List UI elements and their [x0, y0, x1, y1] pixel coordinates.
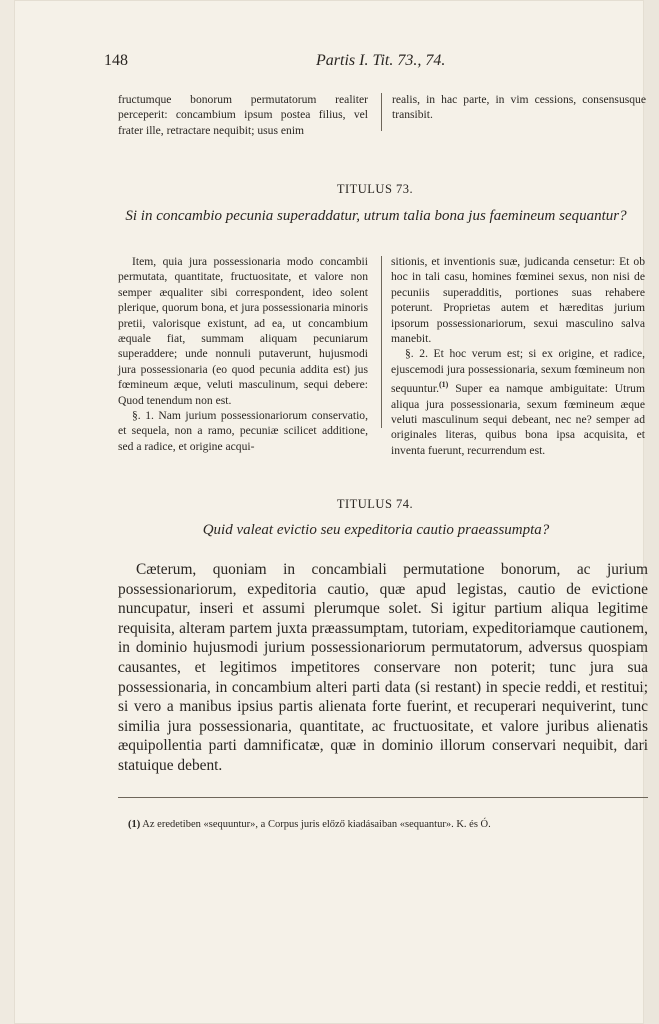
section-2-continuation: Super ea namque ambiguitate: Utrum aliqua jura possessionaria, sexum fœmineum æque veluti masculinum sequi debeant, nec ne? semper ad originales literas, quibus bona ipsa acquisita, et inventa fuerunt, recurrendum est.	[391, 382, 645, 457]
column-divider	[381, 256, 382, 428]
footnote-marker: (1)	[128, 819, 141, 830]
paragraph: Item, quia jura possessionaria modo concambii permutata, quantitate, fructuositate, et valore non semper æqualiter sibi correspondent, ideo solent plerique, quorum bona, et jura possessionaria minoris pretii, valorisque existunt, ad ea, ut concambium æquale fiat, summam aliquam pecuniarum superaddere; unde nonnuli putaverunt, hujusmodi jura possessionaria (eo quod pecunia addita est) jus fœmineum æque, veluti masculinum, sequi debere: Quod tenendum non est.	[118, 255, 368, 407]
continuation-left-column	[118, 92, 368, 138]
page	[14, 0, 644, 1024]
footnote	[128, 818, 648, 832]
titulus-73-left-column	[118, 254, 368, 454]
footnote-rule	[118, 797, 648, 798]
page-header	[104, 52, 528, 74]
page-number: 148	[104, 52, 128, 69]
section-2-text: §. 2. Et hoc verum est; si ex origine, et radice, ejuscemodi jura possessionaria, sexum fœmineum non sequuntur.	[391, 347, 645, 396]
column-divider-top	[381, 93, 382, 131]
paragraph: sitionis, et inventionis suæ, judicanda censetur: Et ob hoc in tali casu, homines fœminei sexus, non nisi de pecuniis superadditis, portiones suas rehabere poterunt. Proprietas autem et hæreditas jurium ipsorum possessionariorum, sexui masculino salva manebit.	[391, 255, 645, 346]
footnote-reference: (1)	[438, 380, 449, 390]
titulus-74-body	[118, 560, 648, 776]
continuation-right-text: realis, in hac parte, in vim cessions, consensusque transibit.	[392, 93, 646, 122]
paragraph: §. 1. Nam jurium possessionariorum conservatio, et sequela, non a ramo, pecuniæ scilicet additione, sed a radice, et origine acqui-	[118, 409, 368, 453]
continuation-right-column	[392, 92, 646, 123]
titulus-73-heading: TITULUS 73.	[336, 182, 414, 196]
page-edge	[644, 0, 659, 1024]
paragraph: Cæterum, quoniam in concambiali permutatione bonorum, ac jurium possessionariorum, expeditoria cautio, quæ apud legistas, cautio de evictione nuncupatur, inseri et assumi plerumque solet. Si igitur partium aliqua legitime requisita, alteram partem juxta præassumptam, tutoriam, expeditoriamque cautionem, in dominio hujusmodi jurium possessionariorum permutatorum, adversus quospiam causantes, et legitimos impetitores conservare non poterit; tunc jura sua possessionaria, in concambium alteri parti data (si restant) in specie reddi, et restitui; si vero a manibus ipsius partis alienata forte fuerint, et recuperari nequiverint, tunc similia jura possessionaria, quantitate, ac fructuositate, et valore juribus alienatis æquipollentia parti damnificatæ, quæ in dominio illorum conservari nequibit, dari statuique debent.	[118, 561, 648, 774]
titulus-74-heading: TITULUS 74.	[336, 497, 414, 511]
titulus-74-question: Quid valeat evictio seu expeditoria cautio praeassumpta?	[202, 522, 550, 538]
titulus-73-question: Si in concambio pecunia superaddatur, utrum talia bona jus faemineum sequantur?	[125, 208, 627, 224]
running-head: Partis I. Tit. 73., 74.	[316, 52, 446, 69]
titulus-73-right-column	[391, 254, 645, 458]
footnote-text: Az eredetiben «sequuntur», a Corpus juris előző kiadásaiban «sequantur». K. és Ó.	[142, 819, 491, 830]
paragraph-section-2	[391, 346, 645, 458]
continuation-left-text: fructumque bonorum permutatorum realiter perceperit: concambium ipsum postea filius, vel frater ille, retractare nequibit; usus enim	[118, 93, 368, 137]
